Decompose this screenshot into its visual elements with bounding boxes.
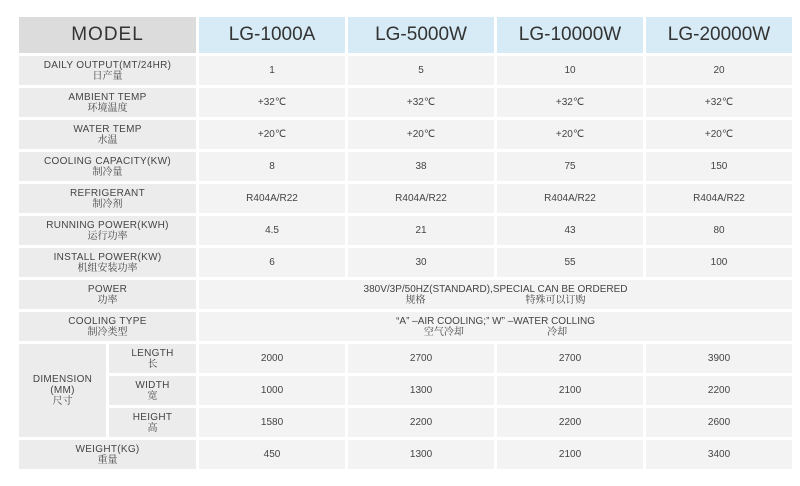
power-spec-en: 380V/3P/50HZ(STANDARD),SPECIAL CAN BE ORDERED	[363, 283, 628, 295]
row-label	[19, 152, 196, 181]
table-cell: 2100	[497, 440, 643, 469]
dimension-sub-label	[109, 344, 196, 373]
table-cell: 2100	[497, 376, 643, 405]
table-cell: +32℃	[348, 88, 494, 117]
power-spec-cn: 规格 特殊可以订购	[405, 294, 586, 306]
cooling-type-cn: 空气冷却 冷却	[423, 326, 568, 338]
row-label-en: AMBIENT TEMP	[68, 91, 147, 103]
dimension-label-en: DIMENSION	[32, 374, 93, 385]
table-cell: R404A/R22	[199, 184, 345, 213]
row-label-en: WEIGHT(KG)	[75, 443, 140, 455]
table-row	[19, 248, 792, 277]
header-row	[19, 17, 792, 53]
table-cell: +32℃	[497, 88, 643, 117]
model-header: MODEL	[19, 17, 196, 53]
cooling-type-en: “A” –AIR COOLING;” W” –WATER COLLING	[396, 315, 595, 327]
dimension-row-height	[19, 408, 792, 437]
sub-label-en: WIDTH	[135, 379, 170, 391]
table-cell: 1300	[348, 440, 494, 469]
table-cell: 4.5	[199, 216, 345, 245]
model-column-header: LG-20000W	[646, 17, 792, 53]
table-cell: 1580	[199, 408, 345, 437]
table-cell: 30	[348, 248, 494, 277]
table-cell: 150	[646, 152, 792, 181]
table-cell: R404A/R22	[497, 184, 643, 213]
table-cell: 80	[646, 216, 792, 245]
row-label	[19, 88, 196, 117]
row-label-en: REFRIGERANT	[70, 187, 145, 199]
table-cell: R404A/R22	[646, 184, 792, 213]
dimension-label-cn: 尺寸	[52, 396, 73, 407]
row-label-cn: 制冷类型	[87, 326, 128, 338]
row-label-cn: 制冷剂	[92, 198, 123, 210]
table-cell: 55	[497, 248, 643, 277]
sub-label-cn: 宽	[147, 390, 158, 402]
table-cell: 2000	[199, 344, 345, 373]
table-cell: 2200	[348, 408, 494, 437]
table-cell: R404A/R22	[348, 184, 494, 213]
power-row	[19, 280, 792, 309]
row-label-cn: 日产量	[92, 70, 123, 82]
row-label-en: COOLING TYPE	[68, 315, 147, 327]
row-label	[19, 280, 196, 309]
row-label-en: INSTALL POWER(KW)	[53, 251, 162, 263]
table-cell: 5	[348, 56, 494, 85]
table-row	[19, 120, 792, 149]
table-row	[19, 152, 792, 181]
row-label-en: COOLING CAPACITY(KW)	[44, 155, 171, 167]
table-cell: 8	[199, 152, 345, 181]
model-column-header: LG-10000W	[497, 17, 643, 53]
table-row	[19, 216, 792, 245]
row-label	[19, 312, 196, 341]
row-label	[19, 184, 196, 213]
row-label-cn: 水温	[97, 134, 118, 146]
table-cell: 2200	[646, 376, 792, 405]
table-cell: +20℃	[348, 120, 494, 149]
row-label-cn: 运行功率	[87, 230, 128, 242]
dimension-sub-label	[109, 376, 196, 405]
weight-row	[19, 440, 792, 469]
table-cell: 1	[199, 56, 345, 85]
row-label	[19, 248, 196, 277]
table-cell: 2700	[497, 344, 643, 373]
cooling-type-merged-cell	[199, 312, 792, 341]
row-label-en: POWER	[87, 283, 128, 295]
table-cell: 43	[497, 216, 643, 245]
table-cell: 75	[497, 152, 643, 181]
table-cell: 6	[199, 248, 345, 277]
row-label-cn: 重量	[97, 454, 118, 466]
row-label-en: DAILY OUTPUT(MT/24HR)	[43, 59, 172, 71]
table-cell: 21	[348, 216, 494, 245]
row-label-cn: 制冷量	[92, 166, 123, 178]
dimension-label-unit: (MM)	[50, 385, 75, 396]
sub-label-en: LENGTH	[131, 347, 174, 359]
table-cell: 1000	[199, 376, 345, 405]
table-cell: +32℃	[199, 88, 345, 117]
table-cell: 3400	[646, 440, 792, 469]
model-column-header: LG-5000W	[348, 17, 494, 53]
sub-label-cn: 长	[147, 358, 158, 370]
dimension-group-label	[19, 344, 106, 437]
sub-label-en: HEIGHT	[132, 411, 173, 423]
table-cell: 450	[199, 440, 345, 469]
table-cell: 2700	[348, 344, 494, 373]
table-row	[19, 56, 792, 85]
table-cell: +32℃	[646, 88, 792, 117]
table-cell: 10	[497, 56, 643, 85]
table-cell: +20℃	[497, 120, 643, 149]
row-label-en: RUNNING POWER(KWH)	[46, 219, 169, 231]
dimension-row-width	[19, 376, 792, 405]
row-label	[19, 216, 196, 245]
power-merged-cell	[199, 280, 792, 309]
row-label	[19, 56, 196, 85]
table-cell: +20℃	[199, 120, 345, 149]
table-cell: 20	[646, 56, 792, 85]
table-cell: 2600	[646, 408, 792, 437]
table-cell: +20℃	[646, 120, 792, 149]
table-cell: 38	[348, 152, 494, 181]
model-column-header: LG-1000A	[199, 17, 345, 53]
table-row	[19, 88, 792, 117]
cooling-type-row	[19, 312, 792, 341]
table-cell: 1300	[348, 376, 494, 405]
table-row	[19, 184, 792, 213]
row-label-cn: 环境温度	[87, 102, 128, 114]
dimension-sub-label	[109, 408, 196, 437]
table-cell: 3900	[646, 344, 792, 373]
row-label-en: WATER TEMP	[73, 123, 142, 135]
row-label-cn: 机组安装功率	[77, 262, 138, 274]
dimension-row-length	[19, 344, 792, 373]
row-label-cn: 功率	[97, 294, 118, 306]
spec-table	[16, 14, 795, 472]
row-label	[19, 120, 196, 149]
table-cell: 2200	[497, 408, 643, 437]
sub-label-cn: 高	[147, 422, 158, 434]
table-cell: 100	[646, 248, 792, 277]
row-label	[19, 440, 196, 469]
